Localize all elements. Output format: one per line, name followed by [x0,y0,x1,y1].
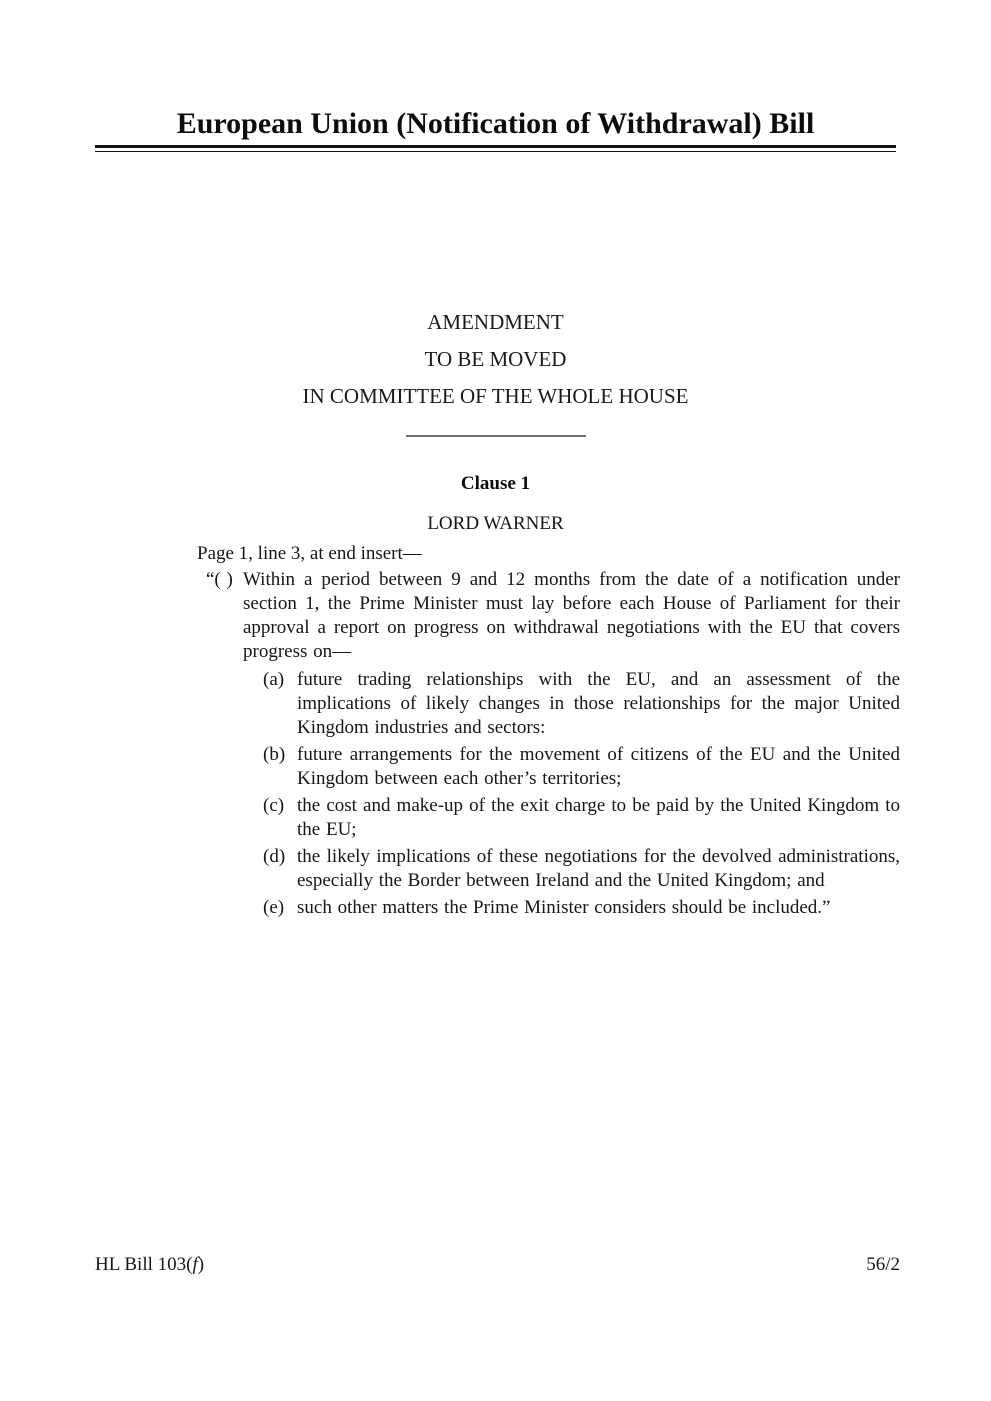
amendment-instruction: Page 1, line 3, at end insert— [197,543,422,564]
list-item-text: the likely implications of these negotiations for the devolved administrations, especially the Border between Ireland and the United Kingdom; and [297,846,900,891]
ceremonial-heading-block [0,304,991,415]
list-item-label: (d) [263,846,286,867]
list-item-label: (a) [263,669,285,690]
amendment-lead-text: Within a period between 9 and 12 months from the date of a notification under section 1, the Prime Minister must lay before each House of Parliament for their approval a report on progress on withdrawal negotiations with the EU that covers progress on— [243,569,900,662]
list-item-text: such other matters the Prime Minister considers should be included.” [297,897,831,918]
list-item [197,668,900,740]
amendment-lead-paragraph [197,568,900,664]
list-item-label: (c) [263,795,285,816]
mover-name: LORD WARNER [427,513,564,534]
list-item-label: (e) [263,897,285,918]
page-title: European Union (Notification of Withdrawal) Bill [176,107,815,140]
list-item [197,794,900,842]
heading-to-be-moved: TO BE MOVED [424,347,567,371]
list-item-text: the cost and make-up of the exit charge to be paid by the United Kingdom to the EU; [297,795,900,840]
bill-reference-letter: f [192,1254,198,1275]
amendment-marker: “( ) [206,569,233,590]
section-divider-rule [406,435,586,437]
clause-heading: Clause 1 [460,473,531,494]
list-item [197,896,900,920]
list-item [197,743,900,791]
title-double-rule [95,145,896,152]
list-item-text: future arrangements for the movement of citizens of the EU and the United Kingdom between each other’s territories; [297,744,900,789]
list-item [197,845,900,893]
amendment-block [197,542,900,920]
bill-reference-prefix: HL Bill 103( [95,1254,193,1275]
heading-amendment: AMENDMENT [427,310,564,334]
heading-committee: IN COMMITTEE OF THE WHOLE HOUSE [302,384,689,408]
bill-reference [95,1253,204,1277]
list-item-label: (b) [263,744,286,765]
list-item-text: future trading relationships with the EU, and an assessment of the implications of likely changes in those relationships for the major United Kingdom industries and sectors: [297,669,900,738]
page-footer [95,1253,900,1277]
bill-reference-suffix: ) [197,1254,205,1275]
amendment-number: 56/2 [866,1254,900,1275]
